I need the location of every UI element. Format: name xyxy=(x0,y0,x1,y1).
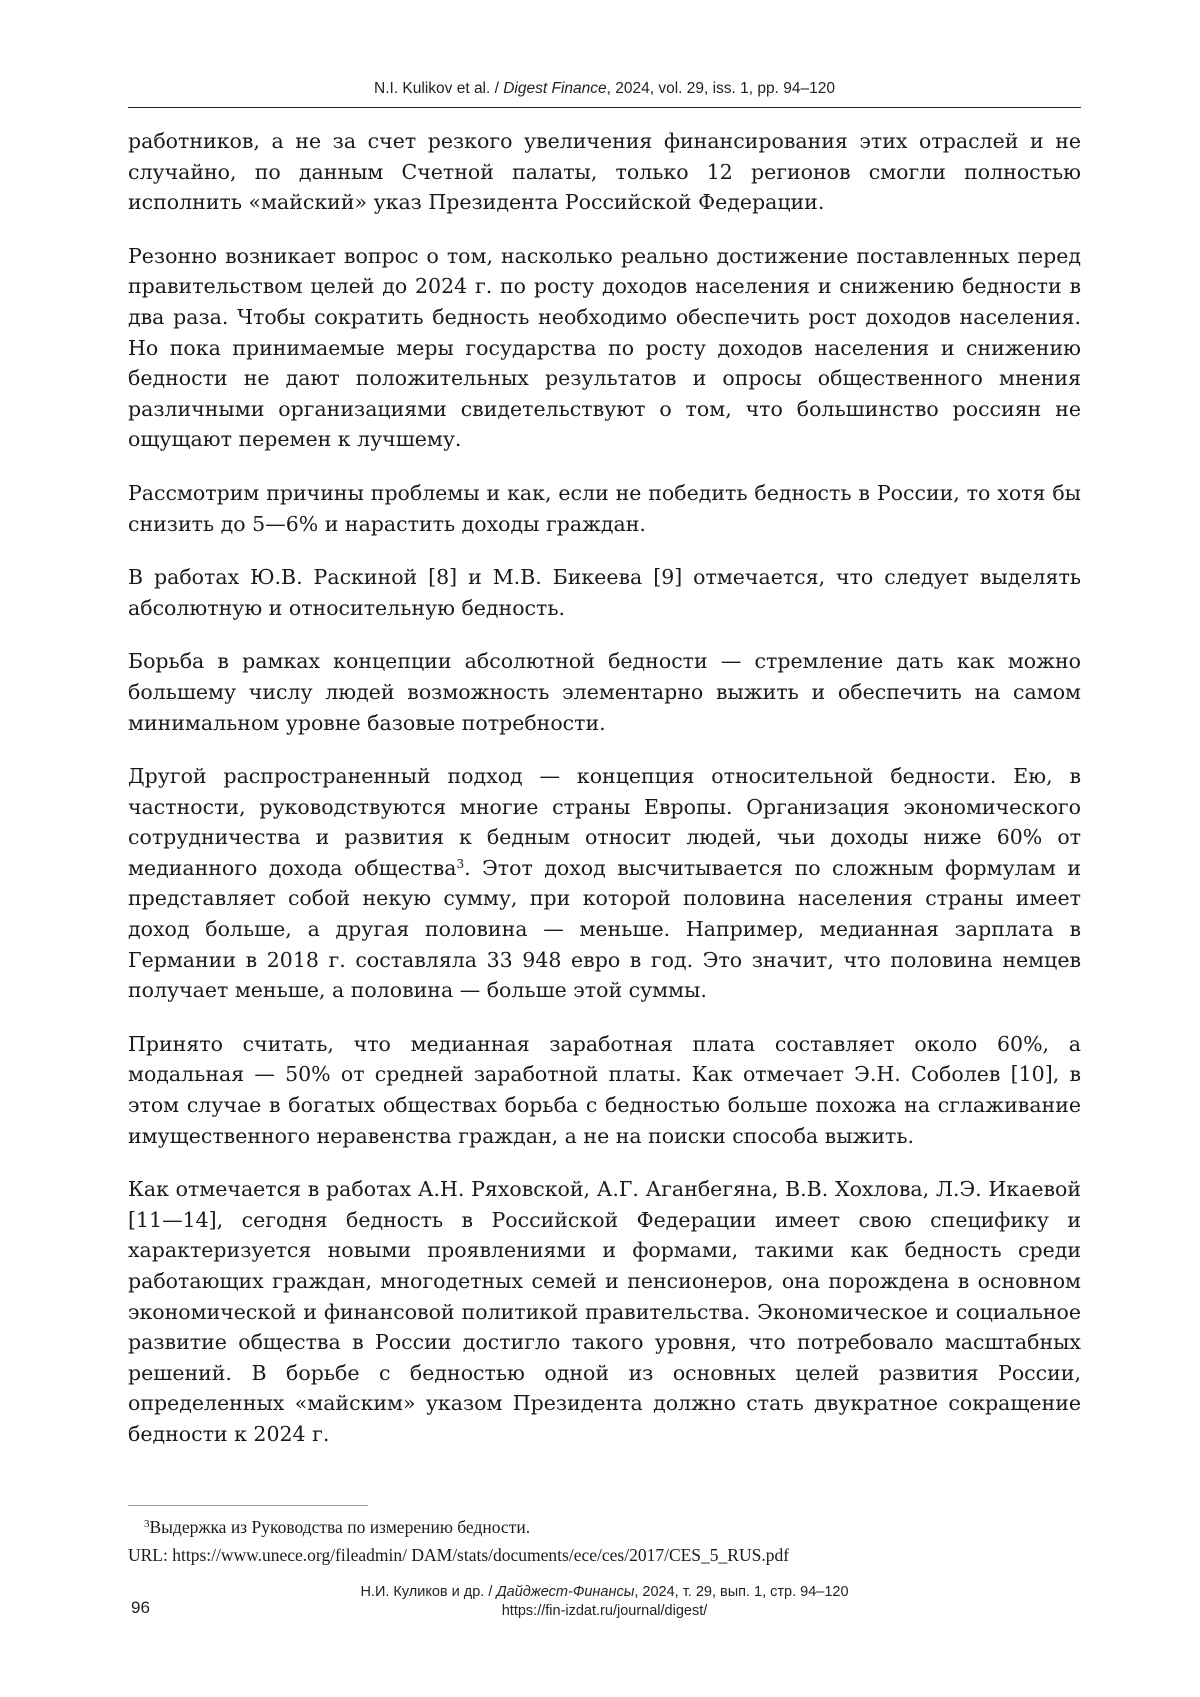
running-header xyxy=(128,80,1081,98)
footer-details: , 2024, т. 29, вып. 1, стр. 94–120 xyxy=(634,1584,849,1600)
header-authors: N.I. Kulikov et al. / xyxy=(374,80,504,97)
paragraph: В работах Ю.В. Раскиной [8] и М.В. Бикеева [9] отмечается, что следует выделять абсолютную и относительную бедность. xyxy=(128,565,1081,620)
paragraph: Принято считать, что медианная заработная плата составляет около 60%, а модальная — 50% от средней заработной платы. Как отмечает Э.Н. Соболев [10], в этом случае в богатых обществах борьба с бедностью больше похожа на сглаживание имущественного неравенства граждан, а не на поиски способа выжить. xyxy=(128,1031,1081,1148)
header-rule xyxy=(128,107,1081,108)
footnote-reference[interactable]: 3 xyxy=(456,856,465,871)
footnote-line xyxy=(128,1513,1088,1541)
paragraph: работников, а не за счет резкого увеличения финансирования этих отраслей и не случайно, по данным Счетной палаты, только 12 регионов смогли полностью исполнить «майский» указ Президента Российской Федерации. xyxy=(128,129,1081,215)
footnote-number: 3 xyxy=(144,1517,150,1530)
paragraph xyxy=(128,761,1081,1006)
paragraph: Как отмечается в работах А.Н. Ряховской, А.Г. Аганбегяна, В.В. Хохлова, Л.Э. Икаевой [11—14], сегодня бедность в Российской Федерации имеет свою специфику и характеризуется новыми проявлениями и формами, такими как бедность среди работающих граждан, многодетных семей и пенсионеров, она порождена в основном экономической и финансовой политикой правительства. Экономическое и социальное развитие общества в России достигло такого уровня, что потребовало масштабных решений. В борьбе с бедностью одной из основных целей развития России, определенных «майским» указом Президента должно стать двукратное сокращение бедности к 2024 г. xyxy=(128,1177,1081,1446)
footer-authors: Н.И. Куликов и др. / xyxy=(360,1584,497,1600)
page-number: 96 xyxy=(131,1598,150,1617)
running-footer xyxy=(128,1583,1081,1621)
paragraph-text: Другой распространенный подход — концепция относительной бедности. Ею, в частности, руководствуются многие страны Европы. Организация экономического сотрудничества и развития к бедным относит людей, чьи доходы ниже 60% от медианного дохода общества xyxy=(128,764,1081,880)
header-details: , 2024, vol. 29, iss. 1, pp. 94–120 xyxy=(606,80,835,97)
article-body xyxy=(128,126,1081,1473)
footnote-text: Выдержка из Руководства по измерению бедности. xyxy=(149,1517,531,1537)
paragraph: Резонно возникает вопрос о том, насколько реально достижение поставленных перед правительством целей до 2024 г. по росту доходов населения и снижению бедности в два раза. Чтобы сократить бедность необходимо обеспечить рост доходов населения. Но пока принимаемые меры государства по росту доходов населения и снижению бедности не дают положительных результатов и опросы общественного мнения различными организациями свидетельствуют о том, что большинство россиян не ощущают перемен к лучшему. xyxy=(128,243,1081,452)
footer-journal: Дайджест-Финансы xyxy=(496,1584,635,1600)
footnote xyxy=(128,1513,1088,1569)
footnote-url[interactable]: URL: https://www.unece.org/fileadmin/ DAM/stats/documents/ece/ces/2017/CES_5_RUS.pdf xyxy=(128,1545,790,1565)
header-journal: Digest Finance xyxy=(503,80,607,97)
footer-citation xyxy=(128,1583,1081,1602)
paragraph-text: . Этот доход высчитывается по сложным формулам и представляет собой некую сумму, при которой половина населения страны имеет доход больше, а другая половина — меньше. Например, медианная зарплата в Германии в 2018 г. составляла 33 948 евро в год. Это значит, что половина немцев получает меньше, а половина — больше этой суммы. xyxy=(128,855,1082,1003)
paragraph: Рассмотрим причины проблемы и как, если не победить бедность в России, то хотя бы снизить до 5—6% и нарастить доходы граждан. xyxy=(128,480,1081,536)
paragraph: Борьба в рамках концепции абсолютной бедности — стремление дать как можно большему числу людей возможность элементарно выжить и обеспечить на самом минимальном уровне базовые потребности. xyxy=(128,649,1081,735)
footer-url[interactable]: https://fin-izdat.ru/journal/digest/ xyxy=(501,1603,708,1619)
footnote-rule xyxy=(128,1505,368,1506)
